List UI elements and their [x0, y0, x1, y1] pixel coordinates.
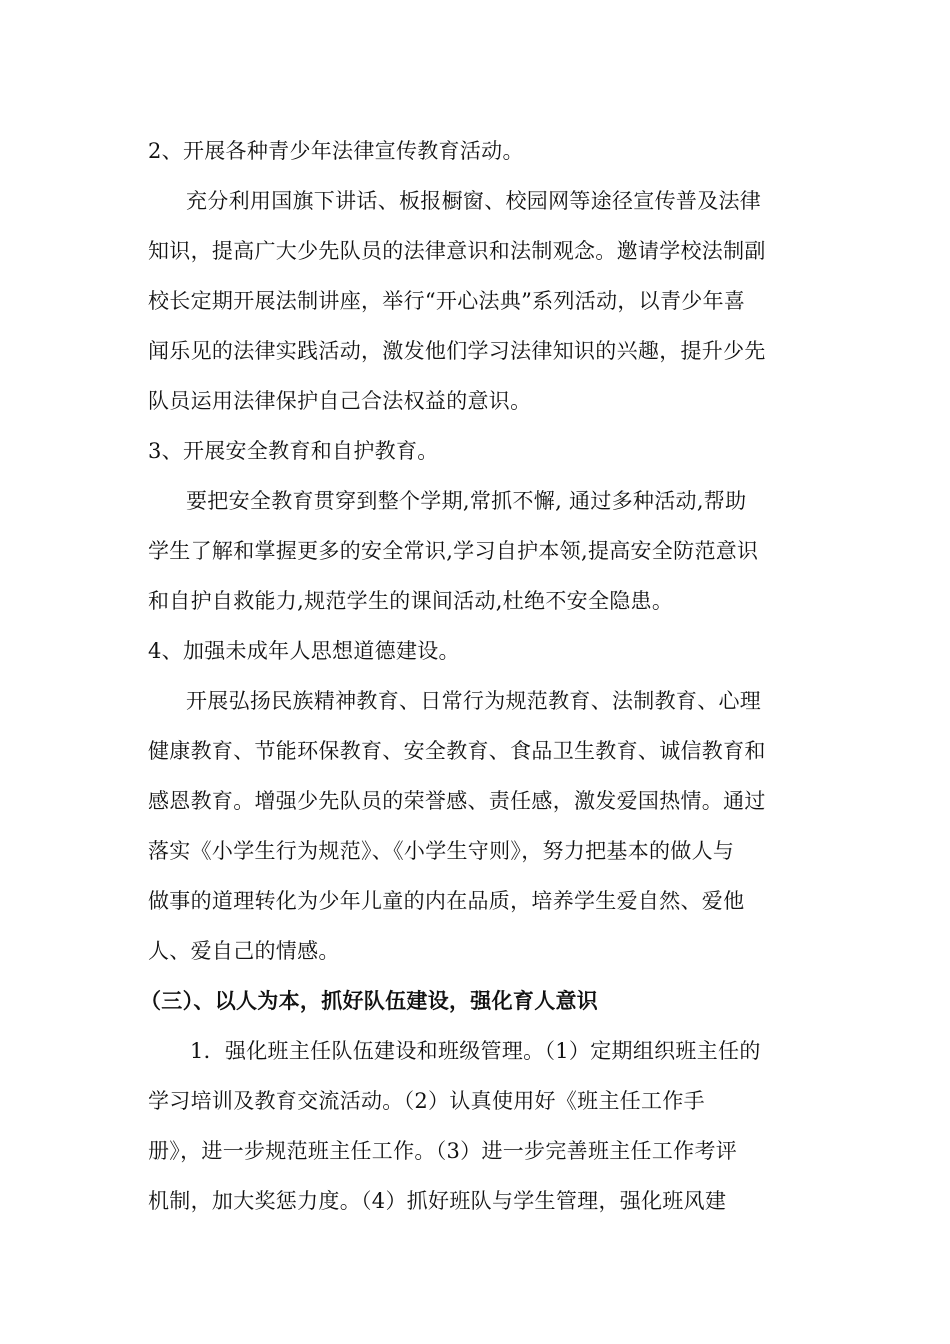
- paragraph-line: 落实《小学生行为规范》、《小学生守则》，努力把基本的做人与: [148, 839, 735, 863]
- paragraph-line: 册》，进一步规范班主任工作。（3）进一步完善班主任工作考评: [148, 1139, 738, 1163]
- heading-item-3: 3、开展安全教育和自护教育。: [148, 439, 439, 463]
- paragraph-line: 学习培训及教育交流活动。（2）认真使用好《班主任工作手: [148, 1089, 705, 1113]
- paragraph-line: 队员运用法律保护自己合法权益的意识。: [148, 389, 532, 413]
- heading-item-2: 2、开展各种青少年法律宣传教育活动。: [148, 139, 524, 163]
- paragraph-line: 做事的道理转化为少年儿童的内在品质，培养学生爱自然、爱他: [148, 889, 745, 913]
- paragraph-line: 感恩教育。增强少先队员的荣誉感、责任感，激发爱国热情。通过: [148, 789, 766, 813]
- heading-item-4: 4、加强未成年人思想道德建设。: [148, 639, 460, 663]
- paragraph-line: 知识，提高广大少先队员的法律意识和法制观念。邀请学校法制副: [148, 239, 766, 263]
- paragraph-line: 学生了解和掌握更多的安全常识,学习自护本领,提高安全防范意识: [148, 539, 759, 563]
- paragraph-line: 机制，加大奖惩力度。（4）抓好班队与学生管理，强化班风建: [148, 1189, 727, 1213]
- paragraph-line: 校长定期开展法制讲座，举行“开心法典”系列活动，以青少年喜: [148, 289, 746, 313]
- paragraph-line: 1．强化班主任队伍建设和班级管理。（1）定期组织班主任的: [190, 1039, 761, 1063]
- paragraph-line: 要把安全教育贯穿到整个学期,常抓不懈, 通过多种活动,帮助: [186, 489, 747, 513]
- paragraph-line: 充分利用国旗下讲话、板报橱窗、校园网等途径宣传普及法律: [186, 189, 762, 213]
- paragraph-line: 人、爱自己的情感。: [148, 939, 340, 963]
- paragraph-line: 闻乐见的法律实践活动，激发他们学习法律知识的兴趣，提升少先: [148, 339, 766, 363]
- paragraph-line: 开展弘扬民族精神教育、日常行为规范教育、法制教育、心理: [186, 689, 762, 713]
- paragraph-line: 和自护自救能力,规范学生的课间活动,杜绝不安全隐患。: [148, 589, 674, 613]
- section-heading-3: （三）、以人为本，抓好队伍建设，强化育人意识: [140, 989, 599, 1013]
- paragraph-line: 健康教育、节能环保教育、安全教育、食品卫生教育、诚信教育和: [148, 739, 766, 763]
